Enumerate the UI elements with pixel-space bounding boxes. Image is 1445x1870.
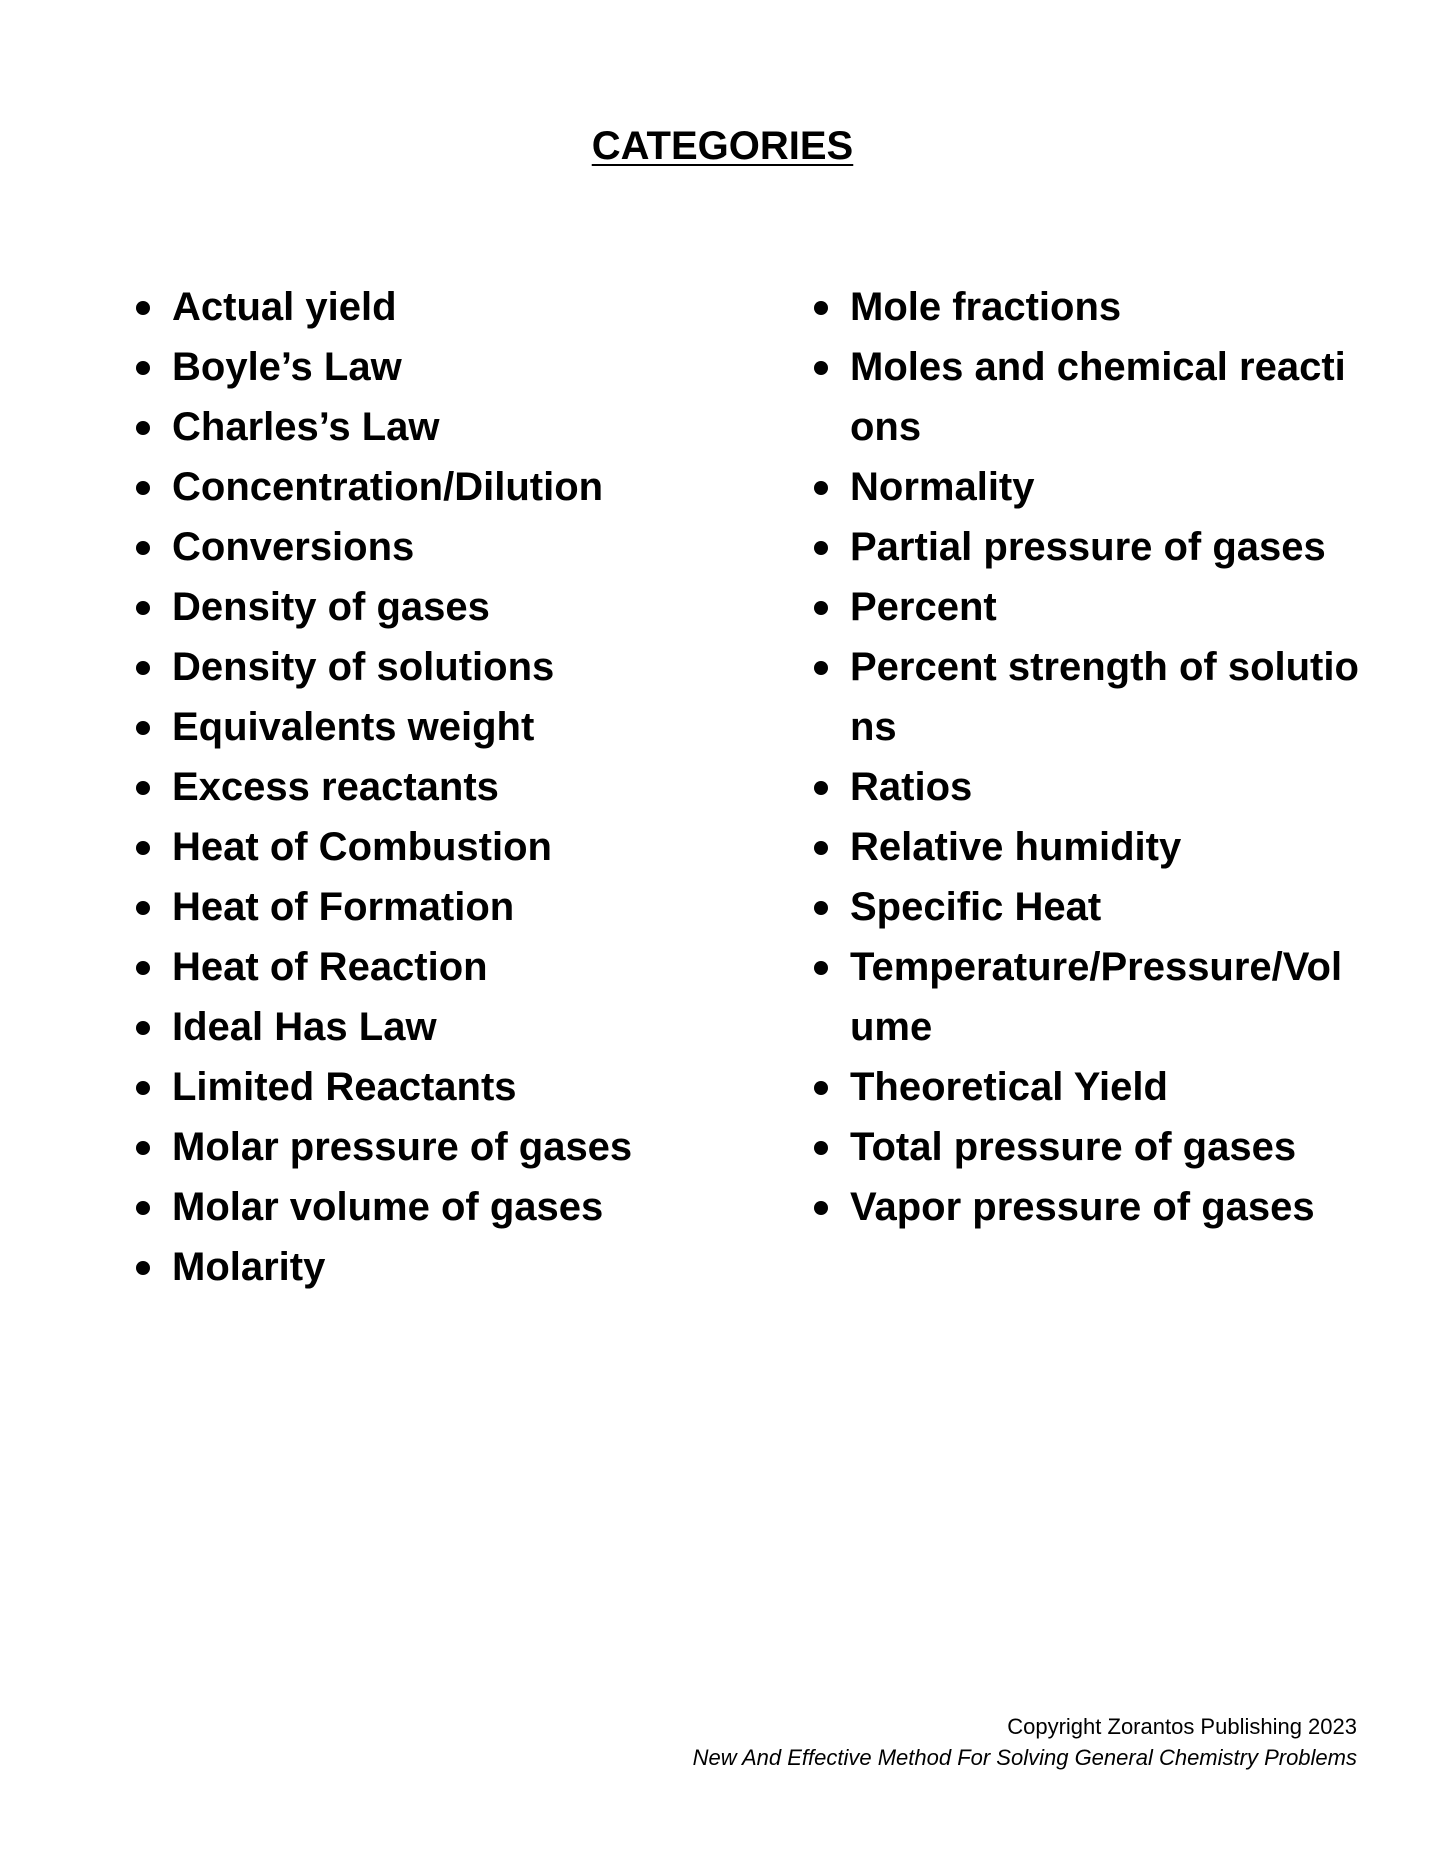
list-item-label: Heat of Formation bbox=[172, 885, 515, 929]
page-title: CATEGORIES bbox=[591, 124, 854, 168]
bullet-icon bbox=[814, 1081, 828, 1095]
bullet-icon bbox=[136, 1201, 150, 1215]
list-item bbox=[806, 1057, 1366, 1117]
bullet-icon bbox=[814, 661, 828, 675]
list-item-label: Charles’s Law bbox=[172, 405, 440, 449]
list-item bbox=[128, 757, 688, 817]
list-item-label: Heat of Combustion bbox=[172, 825, 552, 869]
copyright-notice: Copyright Zorantos Publishing 2023 bbox=[1007, 1714, 1357, 1739]
categories-list-right bbox=[806, 277, 1366, 1237]
list-item-label: Temperature/Pressure/Volume bbox=[850, 945, 1343, 1049]
bullet-icon bbox=[814, 781, 828, 795]
bullet-icon bbox=[136, 661, 150, 675]
bullet-icon bbox=[136, 1081, 150, 1095]
list-item-label: Moles and chemical reactions bbox=[850, 345, 1346, 449]
list-item-label: Theoretical Yield bbox=[850, 1065, 1168, 1109]
list-item bbox=[806, 517, 1366, 577]
list-item-label: Percent bbox=[850, 585, 997, 629]
list-item bbox=[806, 757, 1366, 817]
list-item bbox=[128, 1237, 688, 1297]
list-item-label: Percent strength of solutions bbox=[850, 645, 1359, 749]
page-footer bbox=[693, 1711, 1357, 1773]
list-item-label: Mole fractions bbox=[850, 285, 1122, 329]
list-item bbox=[806, 277, 1366, 337]
bullet-icon bbox=[136, 901, 150, 915]
list-item-label: Normality bbox=[850, 465, 1035, 509]
bullet-icon bbox=[136, 841, 150, 855]
list-item bbox=[128, 937, 688, 997]
bullet-icon bbox=[136, 1021, 150, 1035]
list-item bbox=[806, 877, 1366, 937]
bullet-icon bbox=[136, 781, 150, 795]
list-item-label: Specific Heat bbox=[850, 885, 1102, 929]
bullet-icon bbox=[814, 1141, 828, 1155]
bullet-icon bbox=[814, 841, 828, 855]
bullet-icon bbox=[814, 901, 828, 915]
list-item-label: Limited Reactants bbox=[172, 1065, 517, 1109]
list-item bbox=[806, 937, 1366, 1057]
bullet-icon bbox=[136, 1141, 150, 1155]
list-item-label: Partial pressure of gases bbox=[850, 525, 1326, 569]
list-item-label: Density of gases bbox=[172, 585, 490, 629]
bullet-icon bbox=[136, 301, 150, 315]
list-item bbox=[128, 457, 688, 517]
bullet-icon bbox=[814, 361, 828, 375]
list-item bbox=[128, 877, 688, 937]
list-item bbox=[128, 697, 688, 757]
bullet-icon bbox=[136, 961, 150, 975]
list-item-label: Actual yield bbox=[172, 285, 397, 329]
list-item-label: Conversions bbox=[172, 525, 415, 569]
list-item bbox=[128, 997, 688, 1057]
list-item bbox=[128, 1117, 688, 1177]
list-item bbox=[128, 397, 688, 457]
list-item bbox=[806, 1177, 1366, 1237]
bullet-icon bbox=[136, 601, 150, 615]
list-item bbox=[128, 577, 688, 637]
list-item bbox=[806, 337, 1366, 457]
list-item bbox=[128, 337, 688, 397]
list-item-label: Density of solutions bbox=[172, 645, 555, 689]
bullet-icon bbox=[814, 961, 828, 975]
bullet-icon bbox=[814, 301, 828, 315]
list-item bbox=[128, 1177, 688, 1237]
list-item-label: Vapor pressure of gases bbox=[850, 1185, 1315, 1229]
list-item-label: Molar pressure of gases bbox=[172, 1125, 633, 1169]
bullet-icon bbox=[136, 421, 150, 435]
list-item-label: Molar volume of gases bbox=[172, 1185, 604, 1229]
bullet-icon bbox=[136, 541, 150, 555]
list-item bbox=[128, 637, 688, 697]
bullet-icon bbox=[136, 361, 150, 375]
bullet-icon bbox=[814, 541, 828, 555]
list-item-label: Total pressure of gases bbox=[850, 1125, 1297, 1169]
list-item-label: Concentration/Dilution bbox=[172, 465, 604, 509]
book-title: New And Effective Method For Solving General Chemistry Problems bbox=[692, 1745, 1357, 1770]
list-item-label: Ideal Has Law bbox=[172, 1005, 437, 1049]
list-item bbox=[806, 1117, 1366, 1177]
list-item-label: Relative humidity bbox=[850, 825, 1182, 869]
bullet-icon bbox=[814, 481, 828, 495]
list-item-label: Boyle’s Law bbox=[172, 345, 402, 389]
list-item-label: Equivalents weight bbox=[172, 705, 535, 749]
list-item bbox=[128, 277, 688, 337]
bullet-icon bbox=[136, 1261, 150, 1275]
bullet-icon bbox=[136, 481, 150, 495]
list-item bbox=[806, 817, 1366, 877]
list-item bbox=[806, 457, 1366, 517]
list-item bbox=[806, 577, 1366, 637]
list-item-label: Excess reactants bbox=[172, 765, 499, 809]
list-item bbox=[128, 817, 688, 877]
bullet-icon bbox=[136, 721, 150, 735]
list-item-label: Heat of Reaction bbox=[172, 945, 488, 989]
list-item bbox=[128, 517, 688, 577]
bullet-icon bbox=[814, 1201, 828, 1215]
list-item bbox=[806, 637, 1366, 757]
list-item bbox=[128, 1057, 688, 1117]
list-item-label: Molarity bbox=[172, 1245, 326, 1289]
list-item-label: Ratios bbox=[850, 765, 973, 809]
categories-list-left bbox=[128, 277, 688, 1297]
bullet-icon bbox=[814, 601, 828, 615]
